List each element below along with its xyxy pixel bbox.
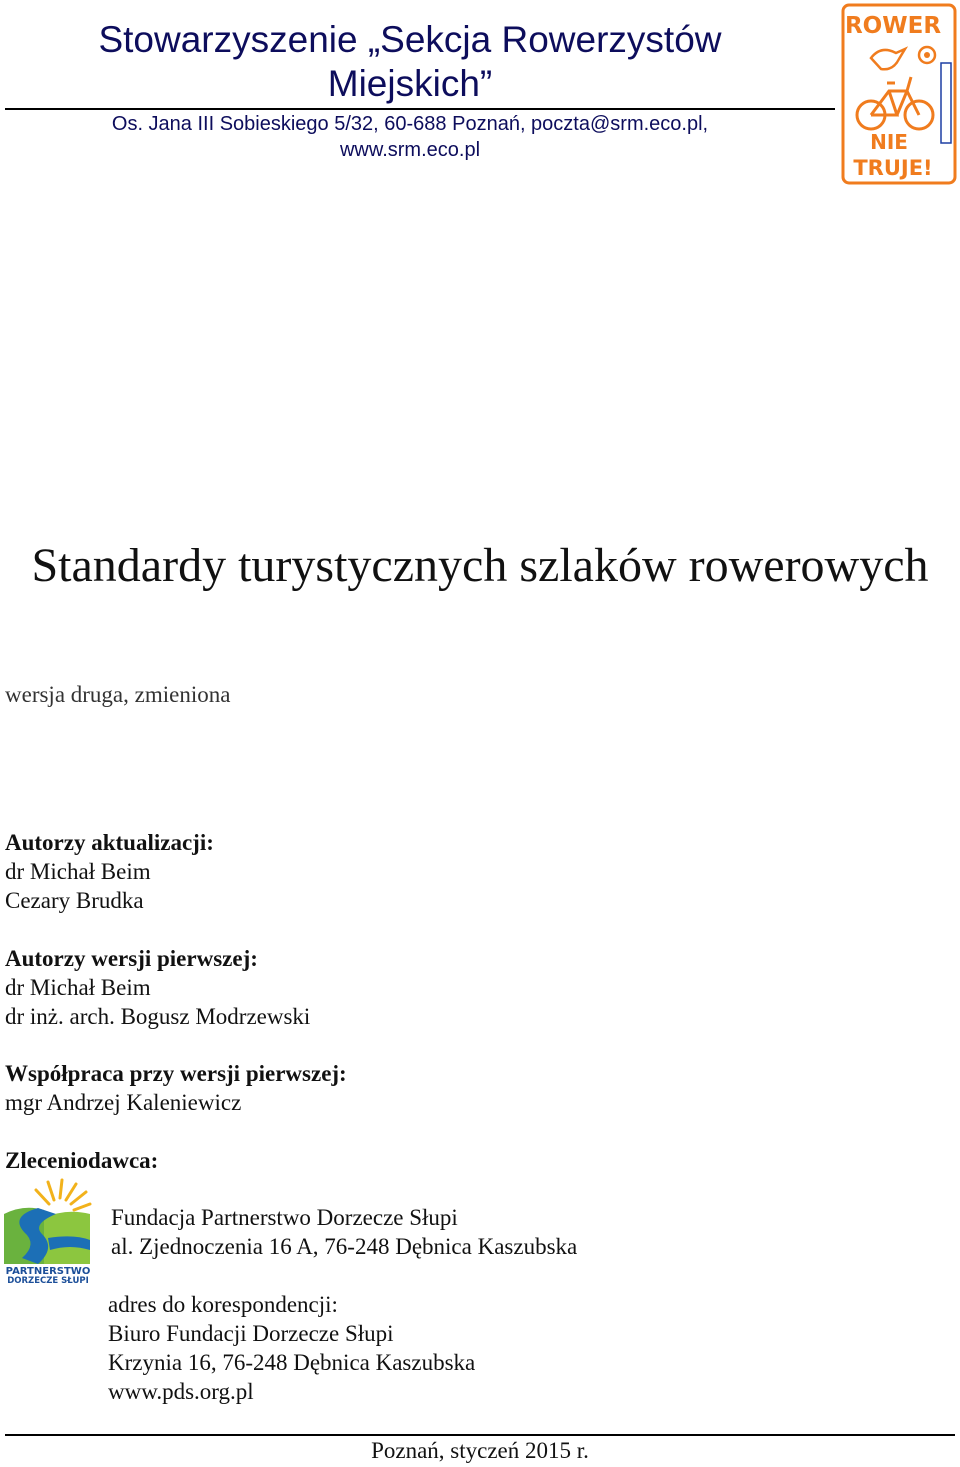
section-cooperation xyxy=(5,1059,347,1117)
section-first-version-authors xyxy=(5,944,310,1031)
section-update-authors xyxy=(5,828,214,915)
section-heading: Autorzy wersji pierwszej: xyxy=(5,946,258,971)
organization-address-line1: Os. Jana III Sobieskiego 5/32, 60-688 Poznań, poczta@srm.eco.pl, xyxy=(111,113,709,135)
organization-name-line2: Miejskich” xyxy=(327,63,493,104)
correspondence-line1: Biuro Fundacji Dorzecze Słupi xyxy=(108,1321,394,1346)
footer-rule xyxy=(5,1434,955,1436)
organization-address xyxy=(0,111,820,163)
correspondence-label: adres do korespondencji: xyxy=(108,1292,338,1317)
author-name: dr Michał Beim xyxy=(5,975,151,1000)
document-title: Standardy turystycznych szlaków rowerowych xyxy=(31,539,929,592)
partnerstwo-dorzecze-slupi-logo xyxy=(4,1178,92,1284)
organization-name-line1: Stowarzyszenie „Sekcja Rowerzystów xyxy=(98,19,722,60)
author-name: Cezary Brudka xyxy=(5,888,144,913)
pds-logo-text-1: PARTNERSTWO xyxy=(5,1266,91,1277)
client-address: al. Zjednoczenia 16 A, 76-248 Dębnica Kaszubska xyxy=(111,1234,578,1259)
client-name: Fundacja Partnerstwo Dorzecze Słupi xyxy=(111,1205,458,1230)
section-heading: Zleceniodawca: xyxy=(5,1148,159,1173)
author-name: dr inż. arch. Bogusz Modrzewski xyxy=(5,1004,311,1029)
logo-bottom-text-1: NIE xyxy=(870,130,908,154)
document-version: wersja druga, zmieniona xyxy=(5,682,231,707)
author-name: dr Michał Beim xyxy=(5,859,151,884)
correspondence-address xyxy=(108,1290,475,1406)
organization-name xyxy=(0,18,820,106)
footer-place-date: Poznań, styczeń 2015 r. xyxy=(371,1438,589,1463)
client-details xyxy=(111,1203,577,1261)
logo-bottom-text-2: TRUJE! xyxy=(853,156,933,180)
correspondence-line2: Krzynia 16, 76-248 Dębnica Kaszubska xyxy=(108,1350,476,1375)
section-heading: Autorzy aktualizacji: xyxy=(5,830,214,855)
pds-logo-text-2: DORZECZE SŁUPI xyxy=(7,1276,89,1284)
correspondence-website: www.pds.org.pl xyxy=(108,1379,254,1404)
section-heading: Współpraca przy wersji pierwszej: xyxy=(5,1061,347,1086)
organization-website: www.srm.eco.pl xyxy=(339,139,481,161)
section-client xyxy=(5,1146,158,1175)
header-rule xyxy=(5,108,835,110)
collaborator-name: mgr Andrzej Kaleniewicz xyxy=(5,1090,242,1115)
rower-nie-truje-logo xyxy=(841,3,957,185)
logo-top-text: ROWER xyxy=(844,13,942,39)
